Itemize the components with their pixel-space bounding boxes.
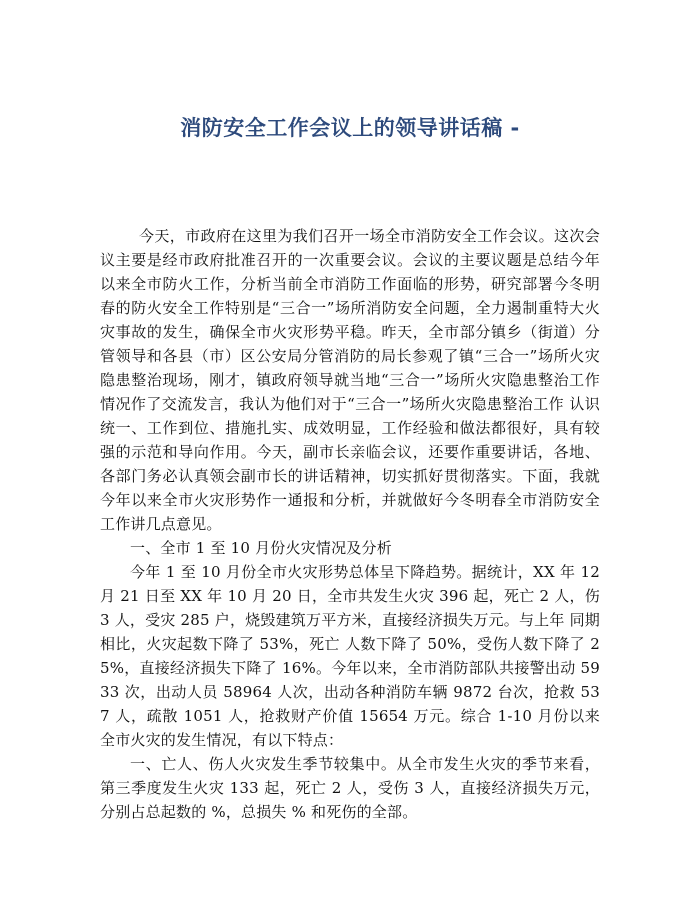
document-title: 消防安全工作会议上的领导讲话稿 - [180,116,520,140]
paragraph-feature-one: 一、亡人、伤人火灾发生季节较集中。从全市发生火灾的季节来看，第三季度发生火灾 133 起，死亡 2 人，受伤 3 人，直接经济损失万元，分别占总起数的 %，总损失 % 和死伤的全部。 [100,755,600,821]
paragraph-opening: 今天，市政府在这里为我们召开一场全市消防安全工作会议。这次会议主要是经市政府批准召开的一次重要会议。会议的主要议题是总结今年以来全市防火工作，分析当前全市消防工作面临的形势，研究部署今冬明春的防火安全工作特别是“三合一”场所消防安全问题，全力遏制重特大火灾事故的发生，确保全市火灾形势平稳。昨天，全市部分镇乡（街道）分管领导和各县（市）区公安局分管消防的局长参观了镇“三合一”场所火灾隐患整治现场，刚才，镇政府领导就当地“三合一”场所火灾隐患整治工作情况作了交流发言，我认为他们对于“三合一”场所火灾隐患整治工作 认识统一、工作到位、措施扎实、成效明显，工作经验和做法都很好，具有较强的示范和导向作用。今天，副市长亲临会议，还要作重要讲话，各地、各部门务必认真领会副市长的讲话精神，切实抓好贯彻落实。下面，我就今年以来全市火灾形势作一通报和分析，并就做好今冬明春全市消防安全工作讲几点意见。 [100,227,600,533]
paragraph-statistics: 今年 1 至 10 月份全市火灾形势总体呈下降趋势。据统计，XX 年 12 月 21 日至 XX 年 10 月 20 日，全市共发生火灾 396 起，死亡 2 人，伤 3 人，受灾 285 户，烧毁建筑万平方米，直接经济损失万元。与上年 同期相比，火灾起数下降了 53%，死亡 人数下降了 50%，受伤人数下降了 25%，直接经济损失下降了 16%。今年以来，全市消防部队共接警出动 5933 次，出动人员 58964 人次，出动各种消防车辆 9872 台次，抢救 537 人，疏散 1051 人，抢救财产价值 15654 万元。综合 1-10 月份以来全市火灾的发生情况，有以下特点： [100,563,600,749]
document-body [100,224,600,824]
section-heading: 一、全市 1 至 10 月份火灾情况及分析 [130,539,392,557]
